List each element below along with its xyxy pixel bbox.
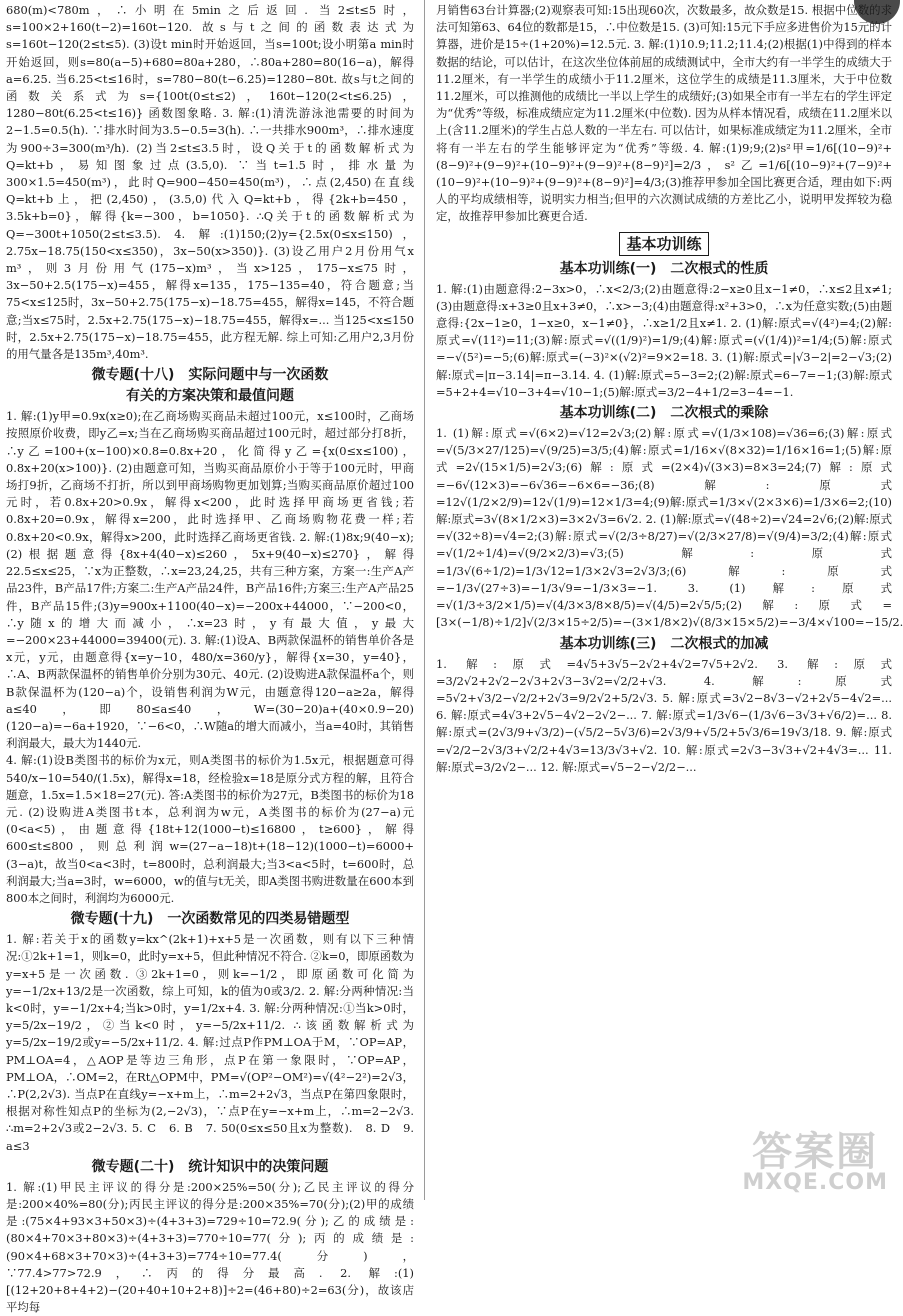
paragraph: 680(m)<780m，∴小明在5min之后返回. 当2≤t≤5时，s=100×2+160(t−2)=160t−120. 故s与t之间的函数表达式为s=160t−120(2≤t≤5). (3)设t min时开始返回，当s=100t;设小明第a min时开始返回，则s=80(a−5)+680=80a+280，∴80a+280=80(16−a)，解得a=6.25. 当6.25<t≤16时，s=780−80(t−6.25)=1280−80t. 故s与t之间的函数关系式为s={100t(0≤t≤2)，160t−120(2<t≤6.25)，1280−80t(6.25<t≤16)} 函数图象略. 3. 解:(1)清洗游泳池需要的时间为2−1.5=0.5(h). ∵排水时间为3.5−0.5=3(h). ∴一共排水900m³，∴排水速度为900÷3=300(m³/h). (2)当2≤t≤3.5时，设Q关于t的函数解析式为Q=kt+b，易知图象过点(3.5,0). ∵当t=1.5时，排水量为300×1.5=450(m³)，此时Q=900−450=450(m³)，∴点(2,450)在直线Q=kt+b上，把(2,450)，(3.5,0)代入Q=kt+b，得{2k+b=450，3.5k+b=0}，解得{k=−300，b=1050}. ∴Q关于t的函数解析式为Q=−300t+1050(2≤t≤3.5). 4. 解:(1)150;(2)y={2.5x(0≤x≤150)，2.75x−18.75(150<x≤350)，3x−50(x>350)}. (3)设乙用户2月份用气x m³，则3月份用气(175−x)m³，当x>125，175−x≤75时，3x−50+2.5(175−x)=455，解得x=135，175−135=40，符合题意;当75<x≤125时，3x−50+2.75(175−x)−18.75=455，解得x=145，不符合题意;当x≤75时，2.5x+2.75(175−x)−18.75=455，解得x=... 当125<x≤150时，2.5x+2.75(175−x)−18.75=455，此方程无解. 综上可知:乙用户2,3月份的用气量各是135m³,40m³. [6,3,414,362]
paragraph: 月销售63台计算器;(2)观察表可知:15出现60次，次数最多，故众数是15. 根据中位数的求法可知第63、64位的数都是15，∴中位数是15. (3)可知:15元下手应多进售价为15元的计算器，进价是15÷(1+20%)=12.5元. 3. 解:(1)10.9;11.2;11.4;(2)根据(1)中得到的样本数据的结论，可以估计，在这次坐位体前屈的成绩测试中，全市大约有一半学生的成绩大于11.2厘米，有一半学生的成绩小于11.2厘米，这位学生的成绩是11.3厘米，大于中位数11.2厘米，可以推测他的成绩比一半以上学生的成绩好;(3)如果全市有一半左右的学生评定为“优秀”等级，标准成绩应定为11.2厘米(中位数). 因为从样本情况看，成绩在11.2厘米以上(含11.2厘米)的学生占总人数的一半左右. 可以估计，如果标准成绩定为11.2厘米，全市将有一半左右的学生能够评定为“优秀”等级. 4. 解:(1)9;9;(2)s²甲=1/6[(10−9)²+(8−9)²+(9−9)²+(10−9)²+(9−9)²+(8−9)²]=2/3，s²乙=1/6[(10−9)²+(7−9)²+(10−9)²+(10−9)²+(9−9)²+(8−9)²]=4/3;(3)推荐甲参加全国比赛更合适，理由如下:两人的平均成绩相等，说明实力相当;但甲的六次测试成绩的方差比乙小，说明甲发挥较为稳定，故推荐甲参加比赛更合适. [436,3,892,224]
section-heading: 基本功训练(一) 二次根式的性质 [559,260,769,277]
boxed-section-title [436,232,892,256]
section-heading: 基本功训练(二) 二次根式的乘除 [559,405,769,422]
paragraph: 1. 解:(1)由题意得:2−3x>0，∴x<2/3;(2)由题意得:2−x≥0且x−1≠0，∴x≤2且x≠1;(3)由题意得:x+3≥0且x+3≠0，∴x>−3;(4)由题意得:x²+3>0，∴x为任意实数;(5)由题意得:{2x−1≥0，1−x≥0，x−1≠0}，∴x≥1/2且x≠1. 2. (1)解:原式=√(4²)=4;(2)解:原式=√(11²)=11;(3)解:原式=√((1/9)²)=1/9;(4)解:原式=(√(1/4))²=1/4;(5)解:原式=−√(5²)=−5;(6)解:原式=(−3)²×(√2)²=9×2=18. 3. (1)解:原式=|√3−2|=2−√3;(2)解:原式=|π−3.14|=π−3.14. 4. (1)解:原式=5−3=2;(2)解:原式=6−7=−1;(3)解:原式=5+2+4=√10−3+4=√10−1;(5)解:原式=3/2−4+1/2=3−4=−1. [436,281,892,399]
section-heading: 微专题(十八) 实际问题中与一次函数 [91,367,329,384]
watermark-text: 答案圈 [752,1129,879,1175]
column-divider [424,0,425,1200]
watermark-url: MXQE.COM [742,1170,888,1195]
section-heading: 有关的方案决策和最值问题 [126,388,294,405]
section-heading: 微专题(二十) 统计知识中的决策问题 [91,1158,329,1175]
section-heading: 基本功训练(三) 二次根式的加减 [559,635,769,652]
boxed-section-title-text: 基本功训练 [619,232,708,256]
paragraph: 4. 解:(1)设B类图书的标价为x元，则A类图书的标价为1.5x元，根据题意可得540/x−10=540/(1.5x)，解得x=18，经检验x=18是原分式方程的解，且符合题意，1.5x=1.5×18=27(元). 答:A类图书的标价为27元，B类图书的标价为18元. (2)设购进A类图书t本，总利润为w元，A类图书的标价为(27−a)元(0<a<5)，由题意得{18t+12(1000−t)≤16800，t≥600}，解得600≤t≤800，则总利润w=(27−a−18)t+(18−12)(1000−t)=6000+(3−a)t，故当0<a<3时，t=800时，总利润最大;当3<a<5时，t=600时，总利润最大;当a=3时，w=6000，w的值与t无关，即A类图书购进数量在600本到800本之间时，利润均为6000元. [6,753,414,905]
right-column [436,2,903,1196]
section-heading: 微专题(十九) 一次函数常见的四类易错题型 [70,911,350,928]
paragraph: 1. (1)解:原式=√(6×2)=√12=2√3;(2)解:原式=√(1/3×108)=√36=6;(3)解:原式=√(5/3×27/125)=√(9/25)=3/5;(4)解:原式=1/16×√(8×32)=1/16×16=1;(5)解:原式=2√(15×1/5)=2√3;(6)解:原式=(2×4)√(3×3)=8×3=24;(7)解:原式=−6√(12×3)=−6√36=−6×6=−36;(8)解:原式=12√(1/2×2/9)=12√(1/9)=12×1/3=4;(9)解:原式=1/3×√(2×3×6)=1/3×6=2;(10)解:原式=3√(8×1/2×3)=3×2√3=6√2. 2. (1)解:原式=√(48÷2)=√24=2√6;(2)解:原式=√(32÷8)=√4=2;(3)解:原式=√(2/3÷8/27)=√(2/3×27/8)=√(9/4)=3/2;(4)解:原式=√(1/2÷1/4)=√(9/2×2/3)=√3;(5)解:原式=1/3√(6÷1/2)=1/3√12=1/3×2√3=2√3/3;(6)解:原式=−1/3√(27÷3)=−1/3√9=−1/3×3=−1. 3. (1)解:原式=√(1/3÷3/2×1/5)=√(4/3×3/8×8/5)=√(4/5)=2√5/5;(2)解:原式=[3×(−1/8)÷1/2]√(2/3×15÷2/5)=−(3×1/8×2)√(8/3×15×5/2)=−3/4×√100=−15/2. [436,426,903,630]
paragraph: 1. 解:(1)甲民主评议的得分是:200×25%=50(分);乙民主评议的得分是:200×40%=80(分);丙民主评议的得分是:200×35%=70(分);(2)甲的成绩是:(75×4+93×3+50×3)÷(4+3+3)=729÷10=72.9(分);乙的成绩是:(80×4+70×3+80×3)÷(4+3+3)=770÷10=77(分);丙的成绩是:(90×4+68×3+70×3)÷(4+3+3)=774÷10=77.4(分)，∵77.4>77>72.9，∴丙的得分最高. 2. 解:(1)[(12+20+8+4+2)−(20+40+10+2+8)]÷2=(46+80)÷2=63(分)，故该店平均每 [6,1179,414,1315]
watermark-logo [742,1129,888,1195]
left-column [6,2,414,1315]
paragraph: 1. 解:原式=4√5+3√5−2√2+4√2=7√5+2√2. 3. 解:原式=3/2√2+2√2−2√3+2√3−3√2=√2/2+√3. 4. 解:原式=5√2+√3/2−√2/2+2√3=9/2√2+5/2√3. 5. 解:原式=3√2−8√3−√2+2√5−4√2=... 6. 解:原式=4√3+2√5−4√2−2√2−... 7. 解:原式=1/3√6−(1/3√6−3√3+√6/2)=... 8. 解:原式=(2√3/9+√3/2)−(√5/2−5√3/6)=2√3/9+√5/2+5√3/6=19√3/18. 9. 解:原式=√2/2−2√3/3+√2/2+4√3=13/3√3+√2. 10. 解:原式=2√3−3√3+√2+4√3=... 11. 解:原式=3/2√2−... 12. 解:原式=√5−2−√2/2−... [436,656,892,774]
paragraph: 1. 解:若关于x的函数y=kx^(2k+1)+x+5是一次函数，则有以下三种情况:①2k+1=1，则k=0，此时y=x+5，但此种情况不符合. ②k=0，即原函数为y=x+5是一次函数. ③2k+1=0，则k=−1/2，即原函数可化简为y=−1/2x+13/2是一次函数，综上可知，k的值为0或3/2. 2. 解:分两种情况:当k<0时，y=−1/2x+4;当k>0时，y=1/2x+4. 3. 解:分两种情况:①当k>0时，y=5/2x−19/2，②当k<0时，y=−5/2x+11/2. ∴该函数解析式为y=5/2x−19/2或y=−5/2x+11/2. 4. 解:过点P作PM⊥OA于M，∵OP=AP，PM⊥OA=4，△AOP是等边三角形，点P在第一象限时，∵OP=AP，PM⊥OA，∴OM=2，在Rt△OPM中，PM=√(OP²−OM²)=√(4²−2²)=2√3，∴P(2,2√3). 当点P在直线y=−x+m上，∴m=2+2√3，当点P在第四象限时，根据对称性知点P的坐标为(2,−2√3)，∵点P在y=−x+m上，∴m=2−2√3. ∴m=2+2√3或2−2√3. 5. C 6. B 7. 50(0≤x≤50且x为整数). 8. D 9. a≤3 [6,932,414,1153]
paragraph: 1. 解:(1)y甲=0.9x(x≥0);在乙商场购买商品未超过100元，x≤100时，乙商场按照原价收费，即y乙=x;当在乙商场购买商品超过100元时，超过部分打8折，∴y乙=100+(x−100)×0.8=0.8x+20，化简得y乙={x(0≤x≤100)，0.8x+20(x>100)}. (2)由题意可知，当购买商品原价小于等于100元时，甲商场打9折，乙商场不打折，所以到甲商场购物更加划算;当购买商品原价超过100元时，若0.8x+20>0.9x，解得x<200，此时选择甲商场更省钱;若0.8x+20=0.9x，解得x=200，此时选择甲、乙商场购物花费一样;若0.8x+20<0.9x，解得x>200，此时选择乙商场更省钱. 2. 解:(1)8x;9(40−x);(2)根据题意得{8x+4(40−x)≤260，5x+9(40−x)≤270}，解得22.5≤x≤25，∵x为正整数，∴x=23,24,25，共有三种方案，方案一:生产A产品23件，B产品17件;方案二:生产A产品24件，B产品16件;方案三:生产A产品25件，B产品15件;(3)y=900x+1100(40−x)=−200x+44000，∵−200<0，∴y随x的增大而减小，∴x=23时，y有最大值，y最大=−200×23+44000=39400(元). 3. 解:(1)设A、B两款保温杯的销售单价各是x元，y元，由题意得{x=y−10，480/x=360/y}，解得{x=30，y=40}，∴A、B两款保温杯的销售单价分别为30元、40元. (2)设购进A款保温杯a个，则B款保温杯为(120−a)个，设销售利润为W元，由题意得120−a≥2a，解得a≤40，即80≤a≤40，W=(30−20)a+(40×0.9−20)(120−a)=−6a+1920，∵−6<0，∴W随a的增大而减小，当a=40时，其销售利润最大，最大为1440元. [6,409,414,751]
